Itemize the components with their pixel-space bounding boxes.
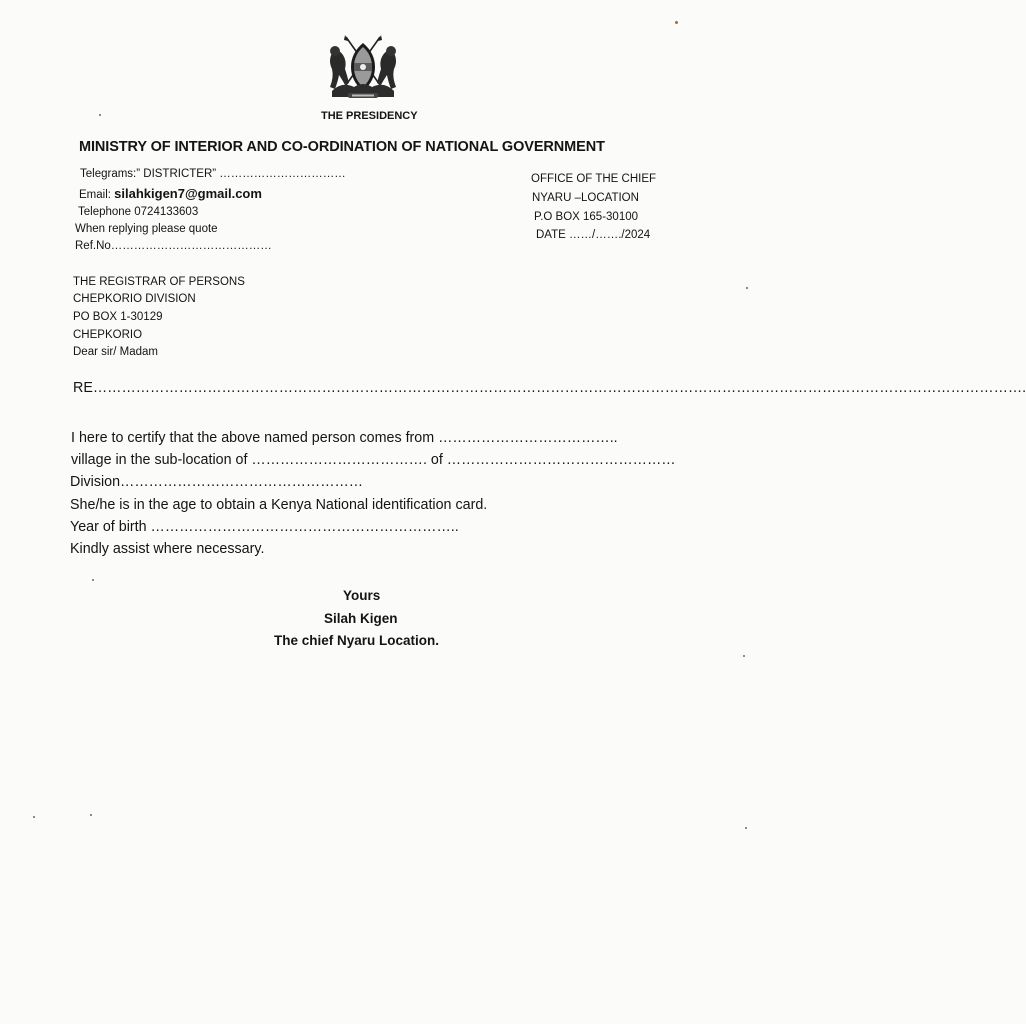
closing: Yours [343,588,381,603]
office-line-2: NYARU –LOCATION [532,192,639,204]
signatory-name: Silah Kigen [324,611,398,626]
body-line-2: village in the sub-location of ………………………………. of ………………………………………… [71,452,676,468]
reply-note: When replying please quote [75,223,218,235]
scan-speck [99,114,101,116]
telegrams-line: Telegrams:” DISTRICTER” …………………………… [80,168,346,180]
scan-speck [743,655,745,657]
email-label: Email: [79,189,115,201]
ref-number: Ref.No…………………………………… [75,240,272,252]
scan-speck [92,579,94,581]
telephone-line: Telephone 0724133603 [78,206,199,218]
email-address: silahkigen7@gmail.com [114,186,262,201]
scan-speck [745,827,747,829]
presidency-heading: THE PRESIDENCY [321,110,418,122]
email-line [79,186,262,203]
office-line-3: P.O BOX 165-30100 [534,211,638,223]
scan-speck [33,816,35,818]
ministry-heading: MINISTRY OF INTERIOR AND CO-ORDINATION OF NATIONAL GOVERNMENT [79,139,605,155]
body-line-4: She/he is in the age to obtain a Kenya National identification card. [70,497,488,513]
scan-speck [90,814,92,816]
recipient-line-3: PO BOX 1-30129 [73,311,163,323]
body-line-3: Division…………………………………………… [70,474,364,490]
re-line: RE……………………………………………………………………………………………………………………………………………………………………………. [73,380,1026,396]
scan-speck [746,287,748,289]
signatory-title: The chief Nyaru Location. [274,633,440,648]
body-line-6: Kindly assist where necessary. [70,541,265,557]
recipient-line-1: THE REGISTRAR OF PERSONS [73,276,245,288]
coat-of-arms-icon [326,33,400,103]
body-line-5: Year of birth ……………………………………………………….. [70,519,459,535]
office-line-1: OFFICE OF THE CHIEF [531,173,657,185]
body-line-1: I here to certify that the above named person comes from ……………………………….. [71,430,618,446]
date-line: DATE ……/……./2024 [536,229,651,241]
recipient-line-4: CHEPKORIO [73,329,143,341]
scan-speck [675,21,678,24]
recipient-line-2: CHEPKORIO DIVISION [73,293,196,305]
salutation: Dear sir/ Madam [73,346,158,358]
